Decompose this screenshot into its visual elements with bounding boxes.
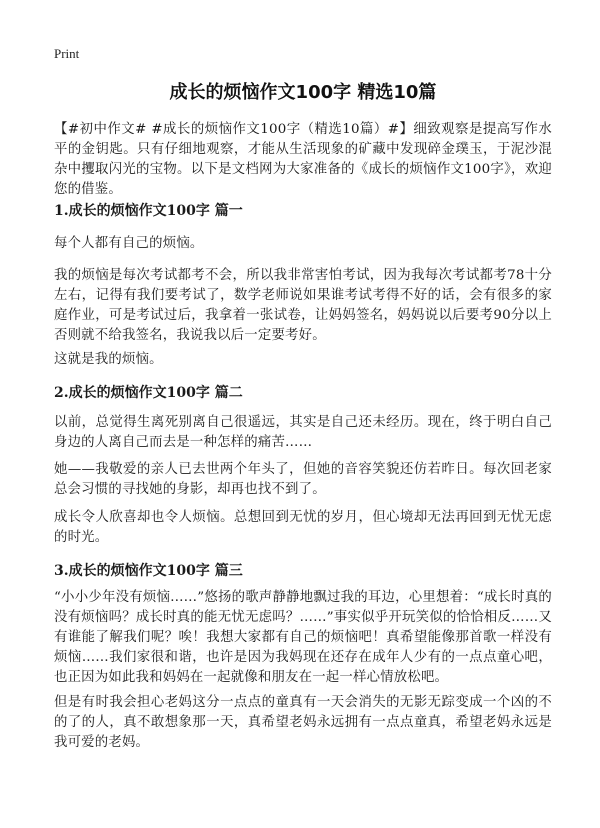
print-label: Print xyxy=(54,46,80,61)
intro-paragraph: 【#初中作文# #成长的烦恼作文100字（精选10篇）#】细致观察是提高写作水平的金钥匙。只有仔细地观察，才能从生活现象的矿藏中发现碎金璞玉，于泥沙混杂中攫取闪光的宝物。以下是文档网为大家准备的《成长的烦恼作文100字》，欢迎您的借鉴。 xyxy=(54,122,552,197)
section-2-paragraph-2: 她——我敬爱的亲人已去世两个年头了，但她的音容笑貌还仿若昨日。每次回老家总会习惯的寻找她的身影，却再也找不到了。 xyxy=(54,462,552,497)
section-heading-3: 3.成长的烦恼作文100字 篇三 xyxy=(54,563,243,579)
section-3-paragraph-1: “小小少年没有烦恼……”悠扬的歌声静静地飘过我的耳边，心里想着：“成长时真的没有烦恼吗？成长时真的能无忧无虑吗？……”事实似乎开玩笑似的恰恰相反……又有谁能了解我们呢？唉！我想大家都有自己的烦恼吧！真希望能像那首歌一样没有烦恼……我们家很和谐，也许是因为我妈现在还存在成年人少有的一点点童心吧，也正因为如此我和妈妈在一起就像和朋友在一起一样心情放松吧。 xyxy=(54,590,552,685)
section-1-paragraph-2: 我的烦恼是每次考试都考不会，所以我非常害怕考试，因为我每次考试都考78十分左右，记得有我们要考试了，数学老师说如果谁考试考得不好的话，会有很多的家庭作业，可是考试过后，我拿着一张试卷，让妈妈签名，妈妈说以后要考90分以上否则就不给我签名，我说我以后一定要考好。 xyxy=(54,268,552,343)
section-2-paragraph-1: 以前，总觉得生离死别离自己很遥远，其实是自己还未经历。现在，终于明白自己身边的人离自己而去是一种怎样的痛苦…… xyxy=(54,415,552,450)
page-title: 成长的烦恼作文100字 精选10篇 xyxy=(169,82,437,103)
section-1-paragraph-1: 每个人都有自己的烦恼。 xyxy=(54,236,204,251)
section-heading-2: 2.成长的烦恼作文100字 篇二 xyxy=(54,385,243,401)
section-heading-1: 1.成长的烦恼作文100字 篇一 xyxy=(54,203,243,219)
section-1-paragraph-3: 这就是我的烦恼。 xyxy=(54,352,163,367)
section-2-paragraph-3: 成长令人欣喜却也令人烦恼。总想回到无忧的岁月，但心境却无法再回到无忧无虑的时光。 xyxy=(54,510,552,545)
section-3-paragraph-2: 但是有时我会担心老妈这分一点点的童真有一天会消失的无影无踪变成一个凶的不的了的人，真不敢想象那一天，真希望老妈永远拥有一点点童真，希望老妈永远是我可爱的老妈。 xyxy=(54,695,552,750)
